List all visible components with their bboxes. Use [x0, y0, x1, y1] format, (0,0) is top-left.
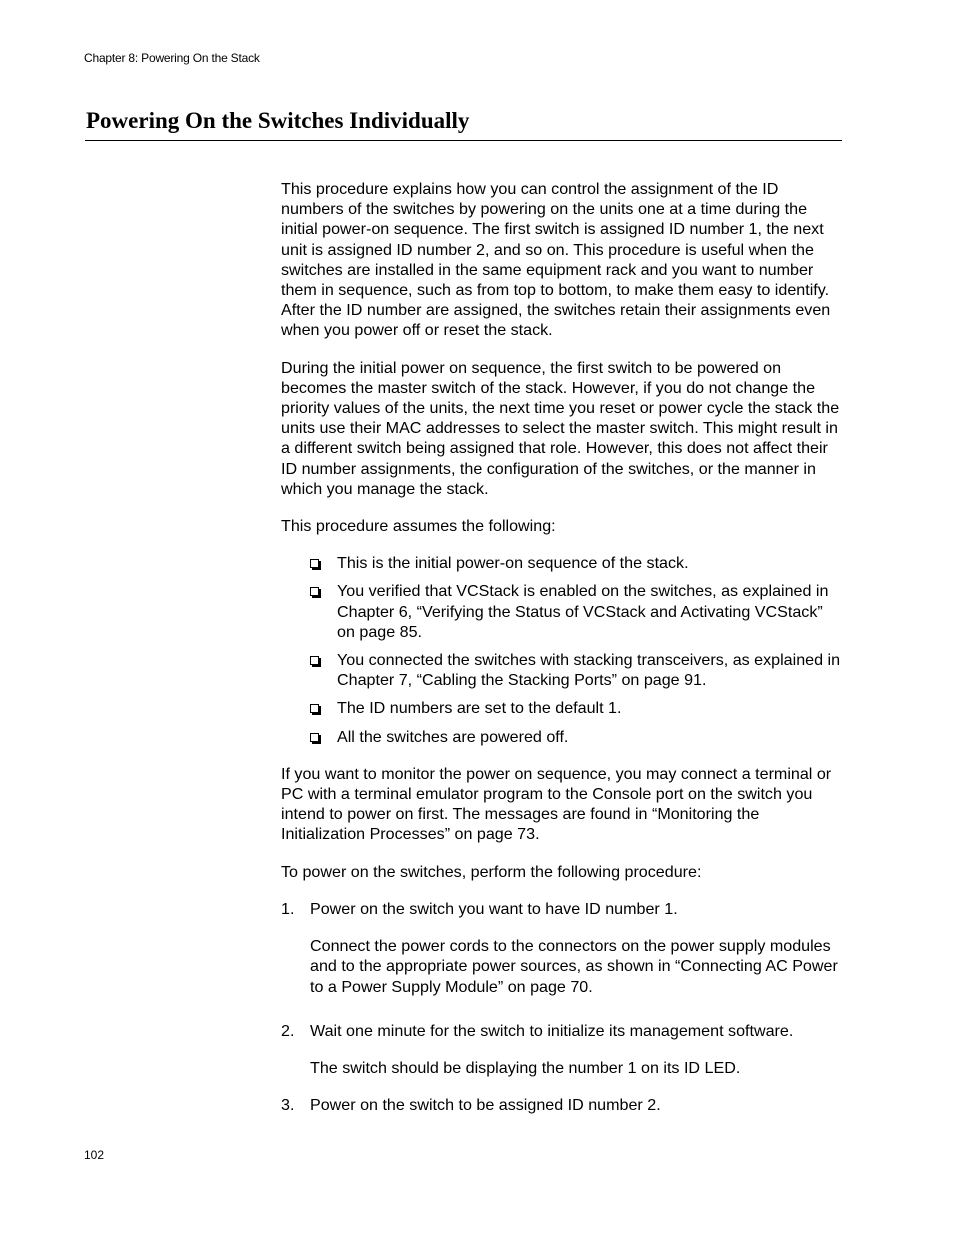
step-text: Power on the switch to be assigned ID number 2.	[310, 1096, 661, 1115]
step-number: 3.	[281, 1096, 295, 1115]
list-item	[281, 553, 843, 573]
procedure-step-1	[281, 899, 843, 919]
list-item	[281, 650, 843, 690]
list-item	[281, 581, 843, 642]
page-number: 102	[84, 1148, 105, 1162]
step-number: 2.	[281, 1021, 295, 1040]
checkbox-bullet-icon	[310, 587, 319, 596]
assumptions-intro: This procedure assumes the following:	[281, 517, 556, 536]
title-rule	[85, 140, 842, 141]
monitor-paragraph: If you want to monitor the power on sequence, you may connect a terminal or PC with a terminal emulator program to the Console port on the switch you intend to power on first. The messages are found in “Monitoring the Initialization Processes” on page 73.	[281, 764, 832, 844]
checkbox-bullet-icon	[310, 704, 319, 713]
assumptions-list	[281, 553, 843, 747]
procedure-intro: To power on the switches, perform the following procedure:	[281, 862, 702, 881]
step-number: 1.	[281, 899, 295, 918]
list-item	[281, 698, 843, 718]
step-detail: Connect the power cords to the connectors on the power supply modules and to the appropriate power sources, as shown in “Connecting AC Power to a Power Supply Module” on page 70.	[310, 937, 838, 996]
checkbox-bullet-icon	[310, 559, 319, 568]
step-detail: The switch should be displaying the number 1 on its ID LED.	[310, 1058, 741, 1077]
step-text: Power on the switch you want to have ID number 1.	[310, 899, 678, 918]
list-item-text: All the switches are powered off.	[337, 727, 569, 746]
step-text: Wait one minute for the switch to initialize its management software.	[310, 1021, 794, 1040]
list-item-text: You verified that VCStack is enabled on the switches, as explained in Chapter 6, “Verifying the Status of VCStack and Activating VCStack” on page 85.	[337, 582, 829, 641]
list-item-text: The ID numbers are set to the default 1.	[337, 699, 622, 718]
running-header: Chapter 8: Powering On the Stack	[84, 51, 260, 65]
procedure-step-2	[281, 1021, 843, 1041]
checkbox-bullet-icon	[310, 733, 319, 742]
list-item-text: This is the initial power-on sequence of the stack.	[337, 554, 689, 573]
list-item	[281, 727, 843, 747]
body-content	[281, 179, 843, 1115]
intro-paragraph: This procedure explains how you can control the assignment of the ID numbers of the switches by powering on the units one at a time during the initial power-on sequence. The first switch is assigned ID number 1, the next unit is assigned ID number 2, and so on. This procedure is useful when the switches are installed in the same equipment rack and you want to number them in sequence, such as from top to bottom, to make them easy to identify. After the ID number are assigned, the switches retain their assignments even when you power off or reset the stack.	[281, 180, 831, 340]
list-item-text: You connected the switches with stacking transceivers, as explained in Chapter 7, “Cabling the Stacking Ports” on page 91.	[337, 651, 841, 690]
checkbox-bullet-icon	[310, 656, 319, 665]
master-paragraph: During the initial power on sequence, the first switch to be powered on becomes the master switch of the stack. However, if you do not change the priority values of the units, the next time you reset or power cycle the stack the units use their MAC addresses to select the master switch. This might result in a different switch being assigned that role. However, this does not affect their ID number assignments, the configuration of the switches, or the manner in which you manage the stack.	[281, 358, 840, 498]
section-title: Powering On the Switches Individually	[86, 108, 470, 133]
procedure-step-3	[281, 1095, 843, 1115]
